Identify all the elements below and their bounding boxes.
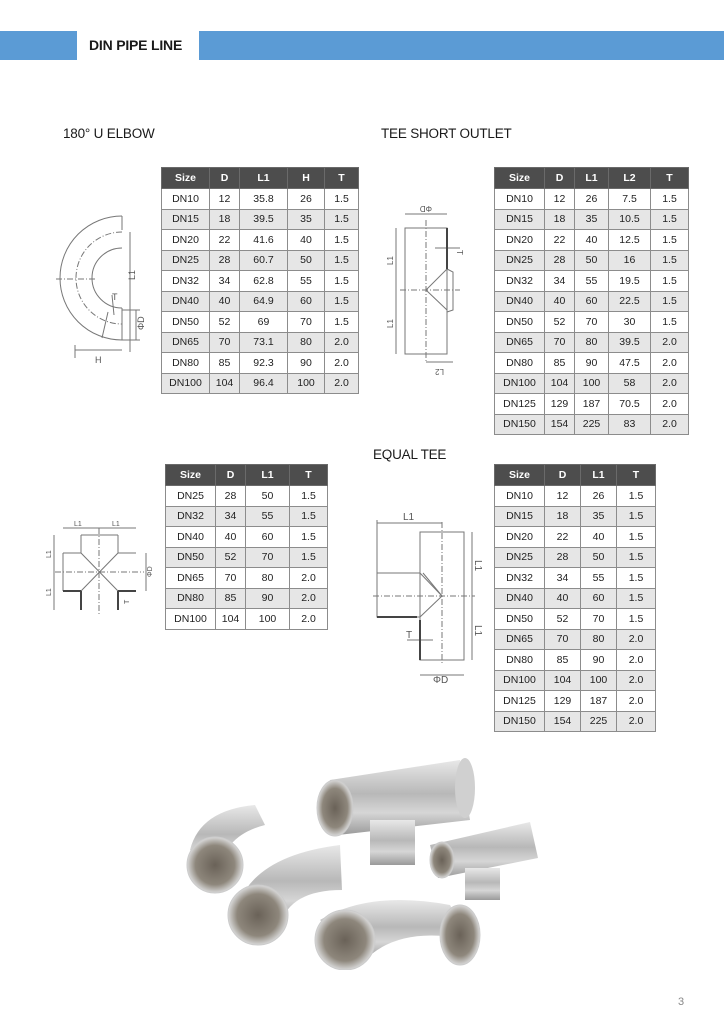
- column-header: L1: [575, 168, 609, 189]
- table-cell: DN50: [166, 547, 216, 568]
- table-cell: 19.5: [609, 271, 651, 292]
- table-row: [162, 209, 359, 230]
- table-row: [166, 609, 328, 630]
- table-row: [162, 230, 359, 251]
- header-band-right: [199, 31, 724, 60]
- equal-tee-d-label: ΦD: [433, 675, 449, 685]
- equal-tee-l1a-label: L1: [472, 560, 483, 572]
- table-cell: 1.5: [325, 291, 359, 312]
- table-cell: 1.5: [290, 547, 328, 568]
- cross-l1d-label: L1: [46, 588, 53, 596]
- table-row: [495, 486, 656, 507]
- table-header-row: [495, 168, 689, 189]
- column-header: Size: [495, 168, 545, 189]
- table-row: [495, 312, 689, 333]
- table-row: [166, 568, 328, 589]
- table-cell: 18: [545, 209, 575, 230]
- tee-short-outlet-drawing: [380, 200, 480, 380]
- table-cell: 50: [288, 250, 325, 271]
- table-row: [495, 373, 689, 394]
- table-cell: 60: [288, 291, 325, 312]
- table-cell: 60.7: [240, 250, 288, 271]
- column-header: T: [651, 168, 689, 189]
- table-row: [495, 332, 689, 353]
- equal-tee-spec-table: [494, 464, 656, 732]
- table-cell: DN40: [166, 527, 216, 548]
- table-cell: 1.5: [325, 250, 359, 271]
- table-cell: DN40: [495, 291, 545, 312]
- table-cell: 1.5: [617, 486, 656, 507]
- table-row: [162, 353, 359, 374]
- table-cell: 70: [581, 609, 617, 630]
- table-cell: 62.8: [240, 271, 288, 292]
- u-elbow-drawing: [40, 200, 150, 370]
- table-cell: 12: [545, 486, 581, 507]
- table-cell: 2.0: [325, 353, 359, 374]
- table-cell: 22.5: [609, 291, 651, 312]
- tee-short-l1b-label: L1: [386, 319, 395, 328]
- table-cell: 2.0: [617, 629, 656, 650]
- table-cell: 100: [246, 609, 290, 630]
- table-cell: 40: [581, 527, 617, 548]
- table-row: [162, 312, 359, 333]
- table-cell: 1.5: [290, 486, 328, 507]
- table-cell: 70: [545, 629, 581, 650]
- table-cell: 60: [575, 291, 609, 312]
- table-cell: 50: [246, 486, 290, 507]
- table-row: [495, 271, 689, 292]
- column-header: Size: [166, 465, 216, 486]
- table-cell: 64.9: [240, 291, 288, 312]
- table-cell: 55: [575, 271, 609, 292]
- header-band: [0, 31, 724, 60]
- tee-short-outlet-spec-table: [494, 167, 689, 435]
- table-cell: 50: [575, 250, 609, 271]
- table-cell: DN65: [162, 332, 210, 353]
- table-cell: 12: [210, 189, 240, 210]
- table-cell: 1.5: [325, 271, 359, 292]
- cross-l1b-label: L1: [112, 521, 120, 528]
- column-header: D: [216, 465, 246, 486]
- table-cell: DN65: [495, 629, 545, 650]
- table-cell: DN40: [495, 588, 545, 609]
- tee-short-l2-label: L2: [435, 367, 444, 376]
- table-cell: 1.5: [325, 189, 359, 210]
- table-cell: 1.5: [651, 312, 689, 333]
- table-cell: 52: [216, 547, 246, 568]
- column-header: L1: [581, 465, 617, 486]
- column-header: H: [288, 168, 325, 189]
- table-cell: 7.5: [609, 189, 651, 210]
- table-cell: 12: [545, 189, 575, 210]
- table-cell: 22: [545, 527, 581, 548]
- table-cell: 40: [216, 527, 246, 548]
- table-cell: 28: [545, 547, 581, 568]
- equal-tee-l1top-label: L1: [403, 512, 415, 523]
- table-cell: 28: [216, 486, 246, 507]
- table-cell: 1.5: [651, 291, 689, 312]
- u-elbow-h-label: H: [95, 355, 102, 365]
- cross-drawing: [40, 510, 160, 620]
- table-cell: 2.0: [617, 691, 656, 712]
- column-header: Size: [162, 168, 210, 189]
- table-cell: 47.5: [609, 353, 651, 374]
- table-header-row: [162, 168, 359, 189]
- table-cell: 90: [575, 353, 609, 374]
- table-cell: DN10: [162, 189, 210, 210]
- table-cell: 40: [575, 230, 609, 251]
- table-cell: 225: [575, 414, 609, 435]
- table-cell: 1.5: [617, 547, 656, 568]
- table-header-row: [166, 465, 328, 486]
- table-cell: 35.8: [240, 189, 288, 210]
- table-cell: 58: [609, 373, 651, 394]
- u-elbow-t-label: T: [112, 292, 118, 302]
- table-cell: 52: [545, 312, 575, 333]
- table-cell: DN80: [495, 353, 545, 374]
- table-cell: DN20: [495, 230, 545, 251]
- table-row: [495, 506, 656, 527]
- table-cell: 2.0: [617, 650, 656, 671]
- table-cell: 40: [545, 588, 581, 609]
- table-cell: 85: [210, 353, 240, 374]
- table-cell: DN100: [495, 670, 545, 691]
- table-cell: 16: [609, 250, 651, 271]
- table-cell: 1.5: [325, 312, 359, 333]
- cross-l1a-label: L1: [74, 521, 82, 528]
- table-row: [162, 189, 359, 210]
- table-cell: 55: [581, 568, 617, 589]
- table-cell: 10.5: [609, 209, 651, 230]
- table-cell: DN80: [495, 650, 545, 671]
- table-row: [495, 711, 656, 732]
- table-cell: 80: [575, 332, 609, 353]
- table-row: [495, 394, 689, 415]
- table-cell: 1.5: [325, 230, 359, 251]
- table-cell: 1.5: [651, 271, 689, 292]
- table-cell: 100: [581, 670, 617, 691]
- table-cell: 70: [216, 568, 246, 589]
- table-cell: DN100: [166, 609, 216, 630]
- table-cell: 85: [545, 353, 575, 374]
- table-cell: 80: [288, 332, 325, 353]
- table-cell: 104: [216, 609, 246, 630]
- table-cell: 83: [609, 414, 651, 435]
- header-band-left: [0, 31, 77, 60]
- table-cell: DN125: [495, 691, 545, 712]
- table-cell: DN15: [162, 209, 210, 230]
- table-cell: 55: [288, 271, 325, 292]
- table-cell: 2.0: [325, 332, 359, 353]
- table-cell: 30: [609, 312, 651, 333]
- table-row: [162, 373, 359, 394]
- u-elbow-photo: [187, 805, 265, 893]
- table-row: [166, 527, 328, 548]
- table-cell: 28: [210, 250, 240, 271]
- table-cell: 2.0: [651, 414, 689, 435]
- table-cell: DN10: [495, 486, 545, 507]
- tee-short-d-label: ΦD: [419, 204, 432, 213]
- table-row: [495, 250, 689, 271]
- table-cell: DN25: [495, 250, 545, 271]
- table-cell: 2.0: [325, 373, 359, 394]
- table-cell: 26: [581, 486, 617, 507]
- table-row: [166, 486, 328, 507]
- table-cell: 2.0: [290, 588, 328, 609]
- table-cell: 18: [210, 209, 240, 230]
- table-cell: 2.0: [651, 394, 689, 415]
- equal-tee-t-label: T: [406, 630, 413, 641]
- equal-tee-drawing: [365, 500, 490, 685]
- table-cell: 39.5: [609, 332, 651, 353]
- cross-t-label: T: [124, 599, 131, 604]
- table-cell: 90: [246, 588, 290, 609]
- table-row: [495, 291, 689, 312]
- section-title-u-elbow: 180° U ELBOW: [63, 126, 155, 141]
- table-row: [166, 588, 328, 609]
- table-row: [495, 527, 656, 548]
- elbow-photo-2: [315, 900, 480, 970]
- table-cell: 39.5: [240, 209, 288, 230]
- u-elbow-spec-table: [161, 167, 359, 394]
- tee-short-outlet-photo: [430, 822, 538, 900]
- table-cell: 60: [581, 588, 617, 609]
- section-title-tee-short-outlet: TEE SHORT OUTLET: [381, 126, 512, 141]
- column-header: L1: [246, 465, 290, 486]
- table-cell: DN65: [166, 568, 216, 589]
- u-elbow-d-label: ΦD: [136, 316, 146, 330]
- table-cell: 1.5: [290, 527, 328, 548]
- table-cell: 55: [246, 506, 290, 527]
- table-cell: 26: [575, 189, 609, 210]
- table-cell: 28: [545, 250, 575, 271]
- table-row: [162, 271, 359, 292]
- table-row: [162, 250, 359, 271]
- table-cell: 100: [288, 373, 325, 394]
- table-cell: DN80: [166, 588, 216, 609]
- table-row: [495, 547, 656, 568]
- table-cell: 35: [581, 506, 617, 527]
- table-cell: 1.5: [617, 527, 656, 548]
- table-row: [495, 209, 689, 230]
- table-cell: 187: [575, 394, 609, 415]
- u-elbow-l1-label: L1: [127, 269, 137, 280]
- table-row: [495, 353, 689, 374]
- table-cell: DN20: [495, 527, 545, 548]
- table-cell: 60: [246, 527, 290, 548]
- page-title: DIN PIPE LINE: [89, 37, 183, 53]
- table-cell: 22: [545, 230, 575, 251]
- table-cell: 35: [288, 209, 325, 230]
- table-row: [166, 547, 328, 568]
- table-cell: 1.5: [651, 250, 689, 271]
- table-cell: DN100: [162, 373, 210, 394]
- table-cell: 2.0: [651, 332, 689, 353]
- table-cell: DN15: [495, 506, 545, 527]
- column-header: L1: [240, 168, 288, 189]
- tee-short-t-label: T: [455, 250, 464, 255]
- table-row: [162, 332, 359, 353]
- table-cell: 22: [210, 230, 240, 251]
- table-row: [495, 189, 689, 210]
- table-cell: 2.0: [651, 353, 689, 374]
- table-cell: DN32: [162, 271, 210, 292]
- table-cell: 34: [216, 506, 246, 527]
- table-cell: DN50: [495, 609, 545, 630]
- table-row: [495, 230, 689, 251]
- column-header: D: [545, 465, 581, 486]
- table-cell: DN25: [162, 250, 210, 271]
- table-cell: 1.5: [651, 209, 689, 230]
- table-row: [495, 629, 656, 650]
- table-cell: 1.5: [651, 189, 689, 210]
- table-cell: 154: [545, 414, 575, 435]
- table-cell: DN10: [495, 189, 545, 210]
- cross-l1c-label: L1: [46, 550, 53, 558]
- table-cell: DN50: [162, 312, 210, 333]
- column-header: Size: [495, 465, 545, 486]
- table-cell: 154: [545, 711, 581, 732]
- table-cell: 70.5: [609, 394, 651, 415]
- table-cell: DN150: [495, 414, 545, 435]
- table-cell: 1.5: [325, 209, 359, 230]
- tee-short-l1a-label: L1: [386, 256, 395, 265]
- table-cell: 92.3: [240, 353, 288, 374]
- table-cell: 40: [288, 230, 325, 251]
- table-cell: DN25: [495, 547, 545, 568]
- column-header: T: [290, 465, 328, 486]
- table-cell: 1.5: [617, 506, 656, 527]
- table-row: [166, 506, 328, 527]
- table-cell: 2.0: [617, 670, 656, 691]
- page-number: 3: [678, 996, 685, 1008]
- table-cell: 104: [545, 670, 581, 691]
- table-cell: 34: [210, 271, 240, 292]
- table-cell: 52: [210, 312, 240, 333]
- table-cell: 50: [581, 547, 617, 568]
- table-cell: DN15: [495, 209, 545, 230]
- table-cell: 52: [545, 609, 581, 630]
- table-cell: 90: [581, 650, 617, 671]
- table-cell: 18: [545, 506, 581, 527]
- table-row: [495, 414, 689, 435]
- table-cell: 12.5: [609, 230, 651, 251]
- product-photo: [170, 740, 560, 970]
- equal-tee-l1b-label: L1: [472, 625, 483, 637]
- table-cell: 96.4: [240, 373, 288, 394]
- table-cell: 69: [240, 312, 288, 333]
- cross-spec-table: [165, 464, 328, 630]
- table-header-row: [495, 465, 656, 486]
- table-cell: 90: [288, 353, 325, 374]
- table-cell: 100: [575, 373, 609, 394]
- table-cell: 1.5: [617, 568, 656, 589]
- table-row: [495, 588, 656, 609]
- table-cell: 70: [246, 547, 290, 568]
- table-cell: 40: [210, 291, 240, 312]
- table-cell: DN32: [495, 271, 545, 292]
- table-cell: 34: [545, 271, 575, 292]
- table-cell: DN100: [495, 373, 545, 394]
- table-cell: DN32: [495, 568, 545, 589]
- table-cell: 73.1: [240, 332, 288, 353]
- table-cell: 34: [545, 568, 581, 589]
- table-cell: DN40: [162, 291, 210, 312]
- column-header: D: [210, 168, 240, 189]
- table-cell: 85: [216, 588, 246, 609]
- table-row: [162, 291, 359, 312]
- table-cell: 26: [288, 189, 325, 210]
- table-cell: 2.0: [290, 568, 328, 589]
- table-cell: 1.5: [617, 588, 656, 609]
- table-cell: 41.6: [240, 230, 288, 251]
- table-cell: 2.0: [617, 711, 656, 732]
- table-cell: 70: [210, 332, 240, 353]
- table-cell: 104: [210, 373, 240, 394]
- table-cell: 225: [581, 711, 617, 732]
- column-header: L2: [609, 168, 651, 189]
- table-row: [495, 650, 656, 671]
- table-cell: 129: [545, 394, 575, 415]
- table-row: [495, 691, 656, 712]
- table-cell: 2.0: [651, 373, 689, 394]
- column-header: T: [617, 465, 656, 486]
- table-cell: DN150: [495, 711, 545, 732]
- table-cell: 80: [581, 629, 617, 650]
- table-cell: 70: [545, 332, 575, 353]
- table-row: [495, 609, 656, 630]
- table-cell: 187: [581, 691, 617, 712]
- table-cell: 129: [545, 691, 581, 712]
- cross-d-label: ΦD: [147, 566, 154, 577]
- table-cell: DN20: [162, 230, 210, 251]
- table-cell: DN80: [162, 353, 210, 374]
- table-cell: DN65: [495, 332, 545, 353]
- table-cell: DN125: [495, 394, 545, 415]
- table-cell: 1.5: [290, 506, 328, 527]
- table-cell: 85: [545, 650, 581, 671]
- table-cell: 104: [545, 373, 575, 394]
- table-cell: 1.5: [617, 609, 656, 630]
- table-cell: 2.0: [290, 609, 328, 630]
- table-cell: DN32: [166, 506, 216, 527]
- column-header: D: [545, 168, 575, 189]
- table-cell: DN50: [495, 312, 545, 333]
- table-cell: 70: [575, 312, 609, 333]
- column-header: T: [325, 168, 359, 189]
- table-row: [495, 670, 656, 691]
- table-cell: 70: [288, 312, 325, 333]
- table-cell: 35: [575, 209, 609, 230]
- table-cell: 40: [545, 291, 575, 312]
- table-cell: 1.5: [651, 230, 689, 251]
- table-row: [495, 568, 656, 589]
- section-title-equal-tee: EQUAL TEE: [373, 447, 447, 462]
- table-cell: 80: [246, 568, 290, 589]
- table-cell: DN25: [166, 486, 216, 507]
